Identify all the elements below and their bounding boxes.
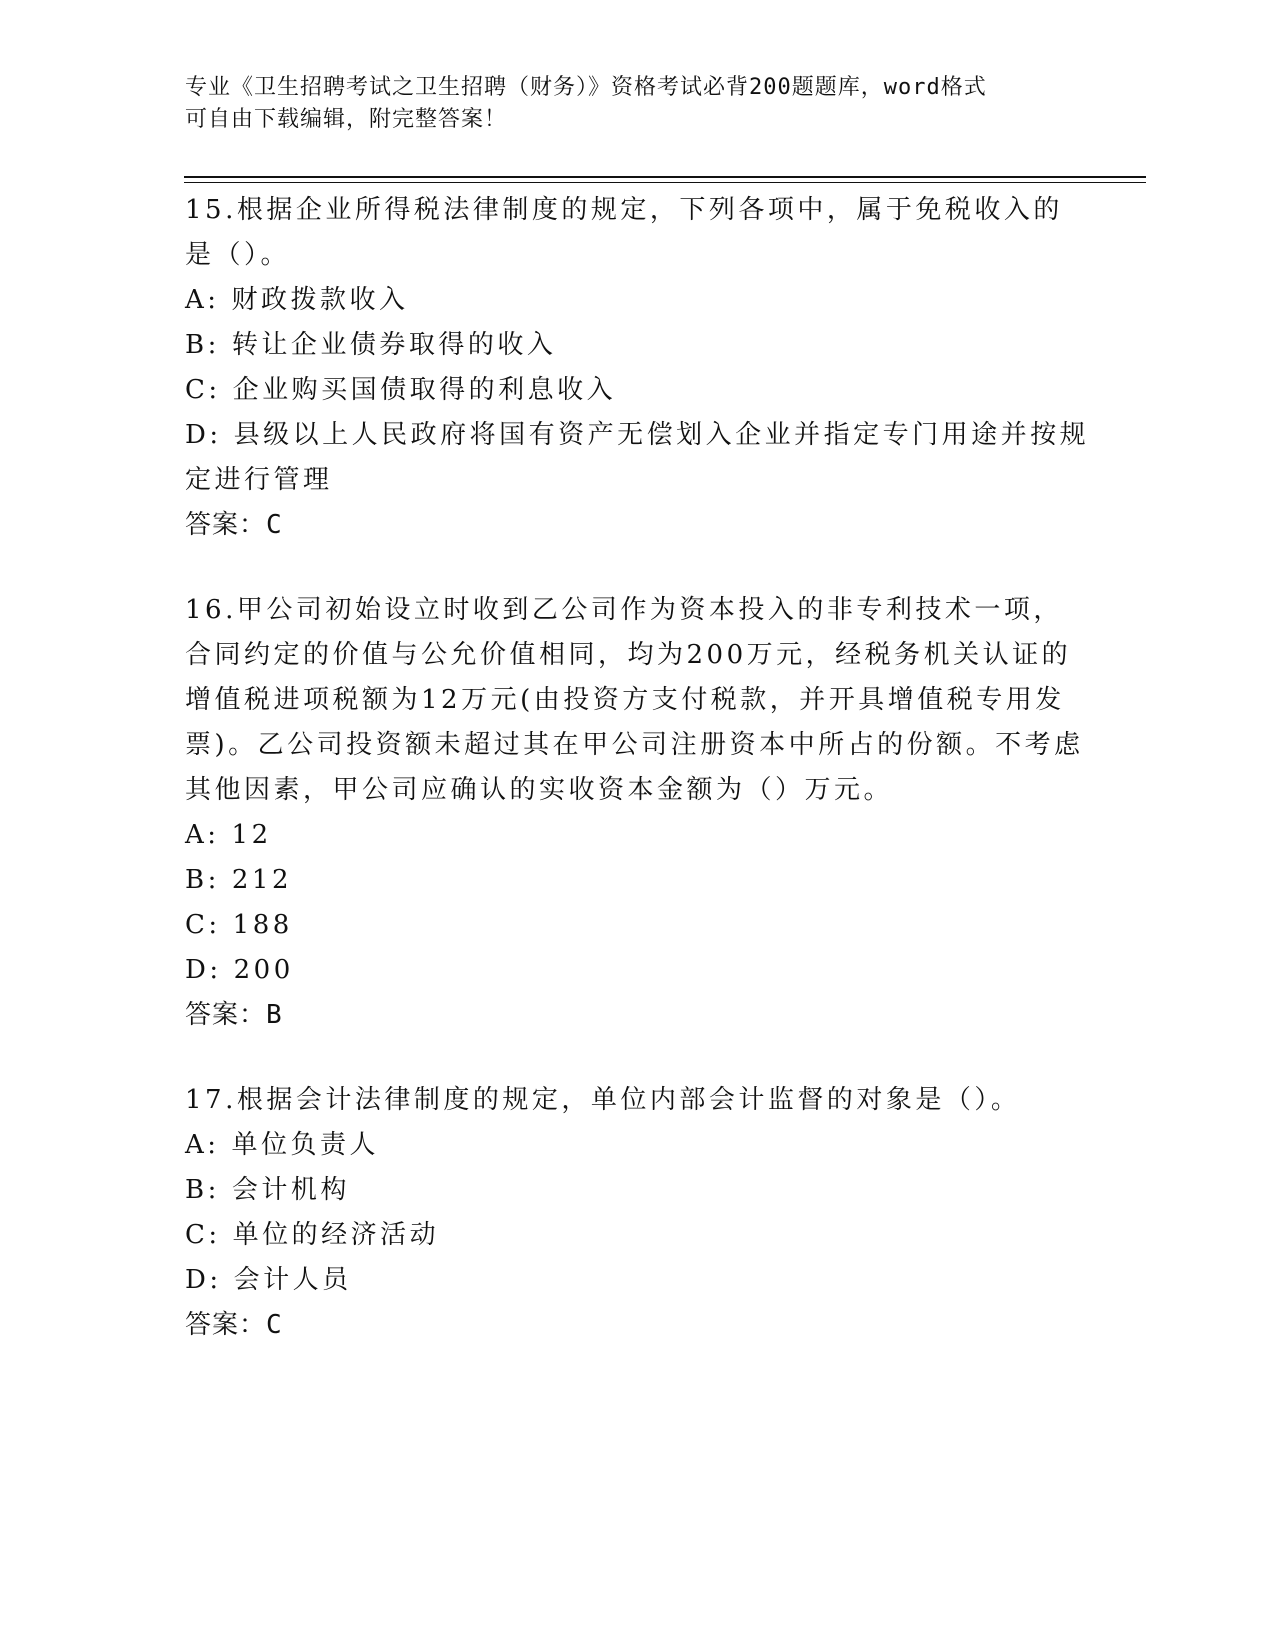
header-line-1: 专业《卫生招聘考试之卫生招聘（财务）》资格考试必背200题题库，word格式: [185, 75, 987, 100]
option-a: [185, 1123, 1090, 1168]
option-d: [185, 413, 1090, 503]
option-text: 212: [231, 865, 293, 895]
option-text: 县级以上人民政府将国有资产无偿划入企业并指定专门用途并按规定进行管理: [185, 420, 1090, 495]
option-d: [185, 1258, 1090, 1303]
header-divider-thin: [184, 182, 1146, 183]
question-item: [185, 1078, 1090, 1348]
option-letter: B:: [185, 1175, 220, 1205]
option-letter: C:: [185, 375, 221, 405]
question-item: [185, 188, 1090, 548]
option-b: [185, 858, 1090, 903]
question-stem: 17.根据会计法律制度的规定，单位内部会计监督的对象是（）。: [185, 1085, 1021, 1115]
option-text: 单位的经济活动: [232, 1220, 440, 1250]
answer-line: 答案：C: [185, 1310, 283, 1340]
header-line-2: 可自由下载编辑，附完整答案！: [185, 107, 508, 132]
option-text: 企业购买国债取得的利息收入: [232, 375, 617, 405]
option-d: [185, 948, 1090, 993]
option-text: 188: [232, 910, 293, 940]
option-letter: A:: [185, 1130, 220, 1160]
option-letter: D:: [185, 955, 222, 985]
option-b: [185, 323, 1090, 368]
question-stem: 16.甲公司初始设立时收到乙公司作为资本投入的非专利技术一项，合同约定的价值与公允价值相同，均为200万元，经税务机关认证的增值税进项税额为12万元(由投资方支付税款，并开具增值税专用发票)。乙公司投资额未超过其在甲公司注册资本中所占的份额。不考虑其他因素，甲公司应确认的实收资本金额为（）万元。: [185, 595, 1084, 805]
option-letter: A:: [185, 820, 220, 850]
option-text: 财政拨款收入: [231, 285, 409, 315]
option-letter: C:: [185, 1220, 221, 1250]
option-c: [185, 368, 1090, 413]
option-text: 单位负责人: [231, 1130, 380, 1160]
answer-line: 答案：B: [185, 1000, 283, 1030]
option-text: 会计人员: [233, 1265, 352, 1295]
question-stem: 15.根据企业所得税法律制度的规定，下列各项中，属于免税收入的是（）。: [185, 195, 1063, 270]
option-letter: D:: [185, 1265, 222, 1295]
question-list: [185, 188, 1090, 1388]
answer-line: 答案：C: [185, 510, 283, 540]
option-letter: D:: [185, 420, 222, 450]
option-a: [185, 813, 1090, 858]
option-text: 会计机构: [231, 1175, 350, 1205]
option-text: 200: [233, 955, 294, 985]
document-header: [185, 72, 1065, 136]
question-item: [185, 588, 1090, 1038]
option-letter: A:: [185, 285, 220, 315]
option-text: 转让企业债券取得的收入: [231, 330, 557, 360]
option-letter: B:: [185, 865, 220, 895]
option-letter: C:: [185, 910, 221, 940]
option-c: [185, 1213, 1090, 1258]
option-c: [185, 903, 1090, 948]
option-text: 12: [231, 820, 272, 850]
option-b: [185, 1168, 1090, 1213]
header-divider-thick: [184, 176, 1146, 178]
option-a: [185, 278, 1090, 323]
option-letter: B:: [185, 330, 220, 360]
